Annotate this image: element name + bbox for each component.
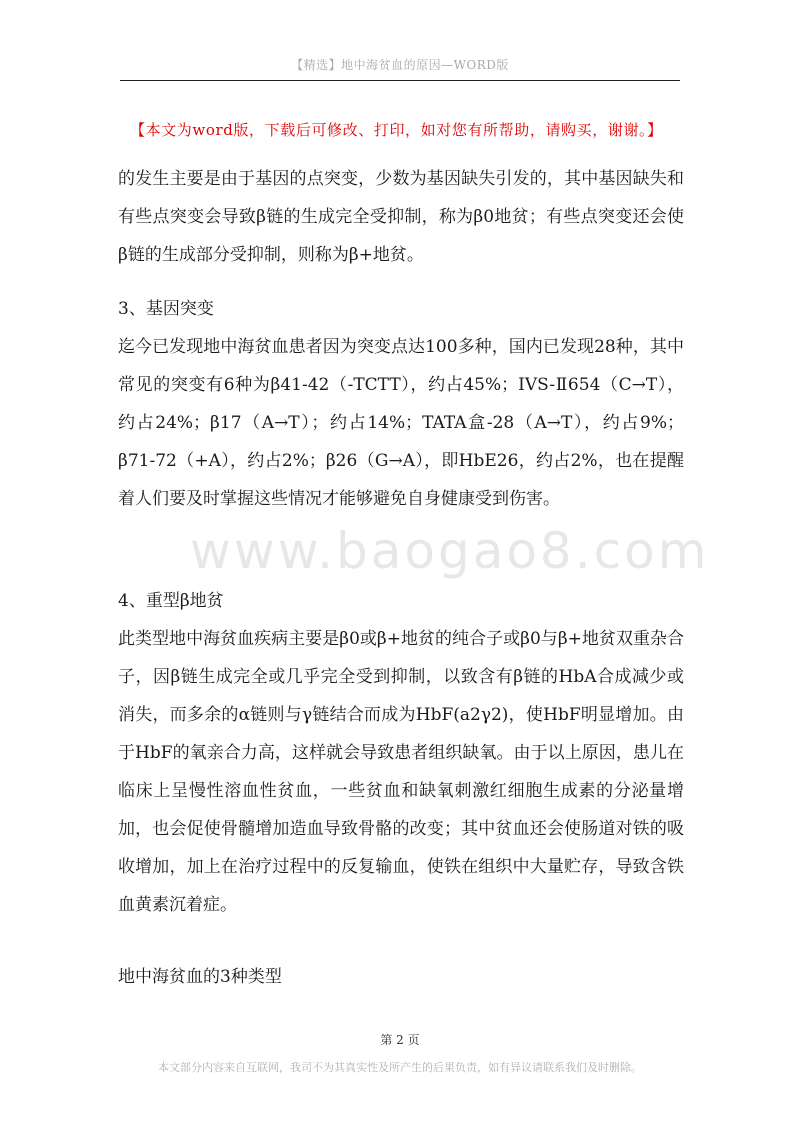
paragraph-3: 此类型地中海贫血疾病主要是β0或β+地贫的纯合子或β0与β+地贫双重杂合子，因β链生成完全或几乎完全受到抑制，以致含有β链的HbA合成减少或消失，而多余的α链则与γ链结合而成为HbF(a2γ2)，使HbF明显增加。由于HbF的氧亲合力高，这样就会导致患者组织缺氧。由于以上原因，患儿在临床上呈慢性溶血性贫血，一些贫血和缺氧刺激红细胞生成素的分泌量增加，也会促使骨髓增加造血导致骨骼的改变；其中贫血还会使肠道对铁的吸收增加，加上在治疗过程中的反复输血，使铁在组织中大量贮存，导致含铁血黄素沉着症。 xyxy=(118,629,684,915)
purchase-notice: 【本文为word版，下载后可修改、打印，如对您有所帮助，请购买，谢谢。】 xyxy=(130,121,663,139)
page-number: 第 2 页 xyxy=(380,1033,420,1047)
paragraph-2: 迄今已发现地中海贫血患者因为突变点达100多种，国内已发现28种，其中常见的突变有6种为β41-42（-TCTT），约占45%；IVS-Ⅱ654（C→T），约占24%；β17（A→T）；约占14%；TATA盒-28（A→T），约占9%；β71-72（+A），约占2%；β26（G→A），即HbE26，约占2%，也在提醒着人们要及时掌握这些情况才能够避免自身健康受到伤害。 xyxy=(118,337,684,509)
footer-disclaimer: 本文部分内容来自互联网，我司不为其真实性及所产生的后果负责，如有异议请联系我们及时删除。 xyxy=(158,1061,642,1074)
page-header: 【精选】地中海贫血的原因—WORD版 xyxy=(291,58,509,72)
section-heading-3: 3、基因突变 xyxy=(118,299,214,319)
section-heading-4: 4、重型β地贫 xyxy=(118,591,224,611)
paragraph-1: 的发生主要是由于基因的点突变，少数为基因缺失引发的，其中基因缺失和有些点突变会导致β链的生成完全受抑制，称为β0地贫；有些点突变还会使β链的生成部分受抑制，则称为β+地贫。 xyxy=(118,169,684,265)
watermark: www.baogao8.com xyxy=(190,522,710,580)
header-divider xyxy=(120,80,680,81)
closing-heading: 地中海贫血的3种类型 xyxy=(118,967,282,987)
